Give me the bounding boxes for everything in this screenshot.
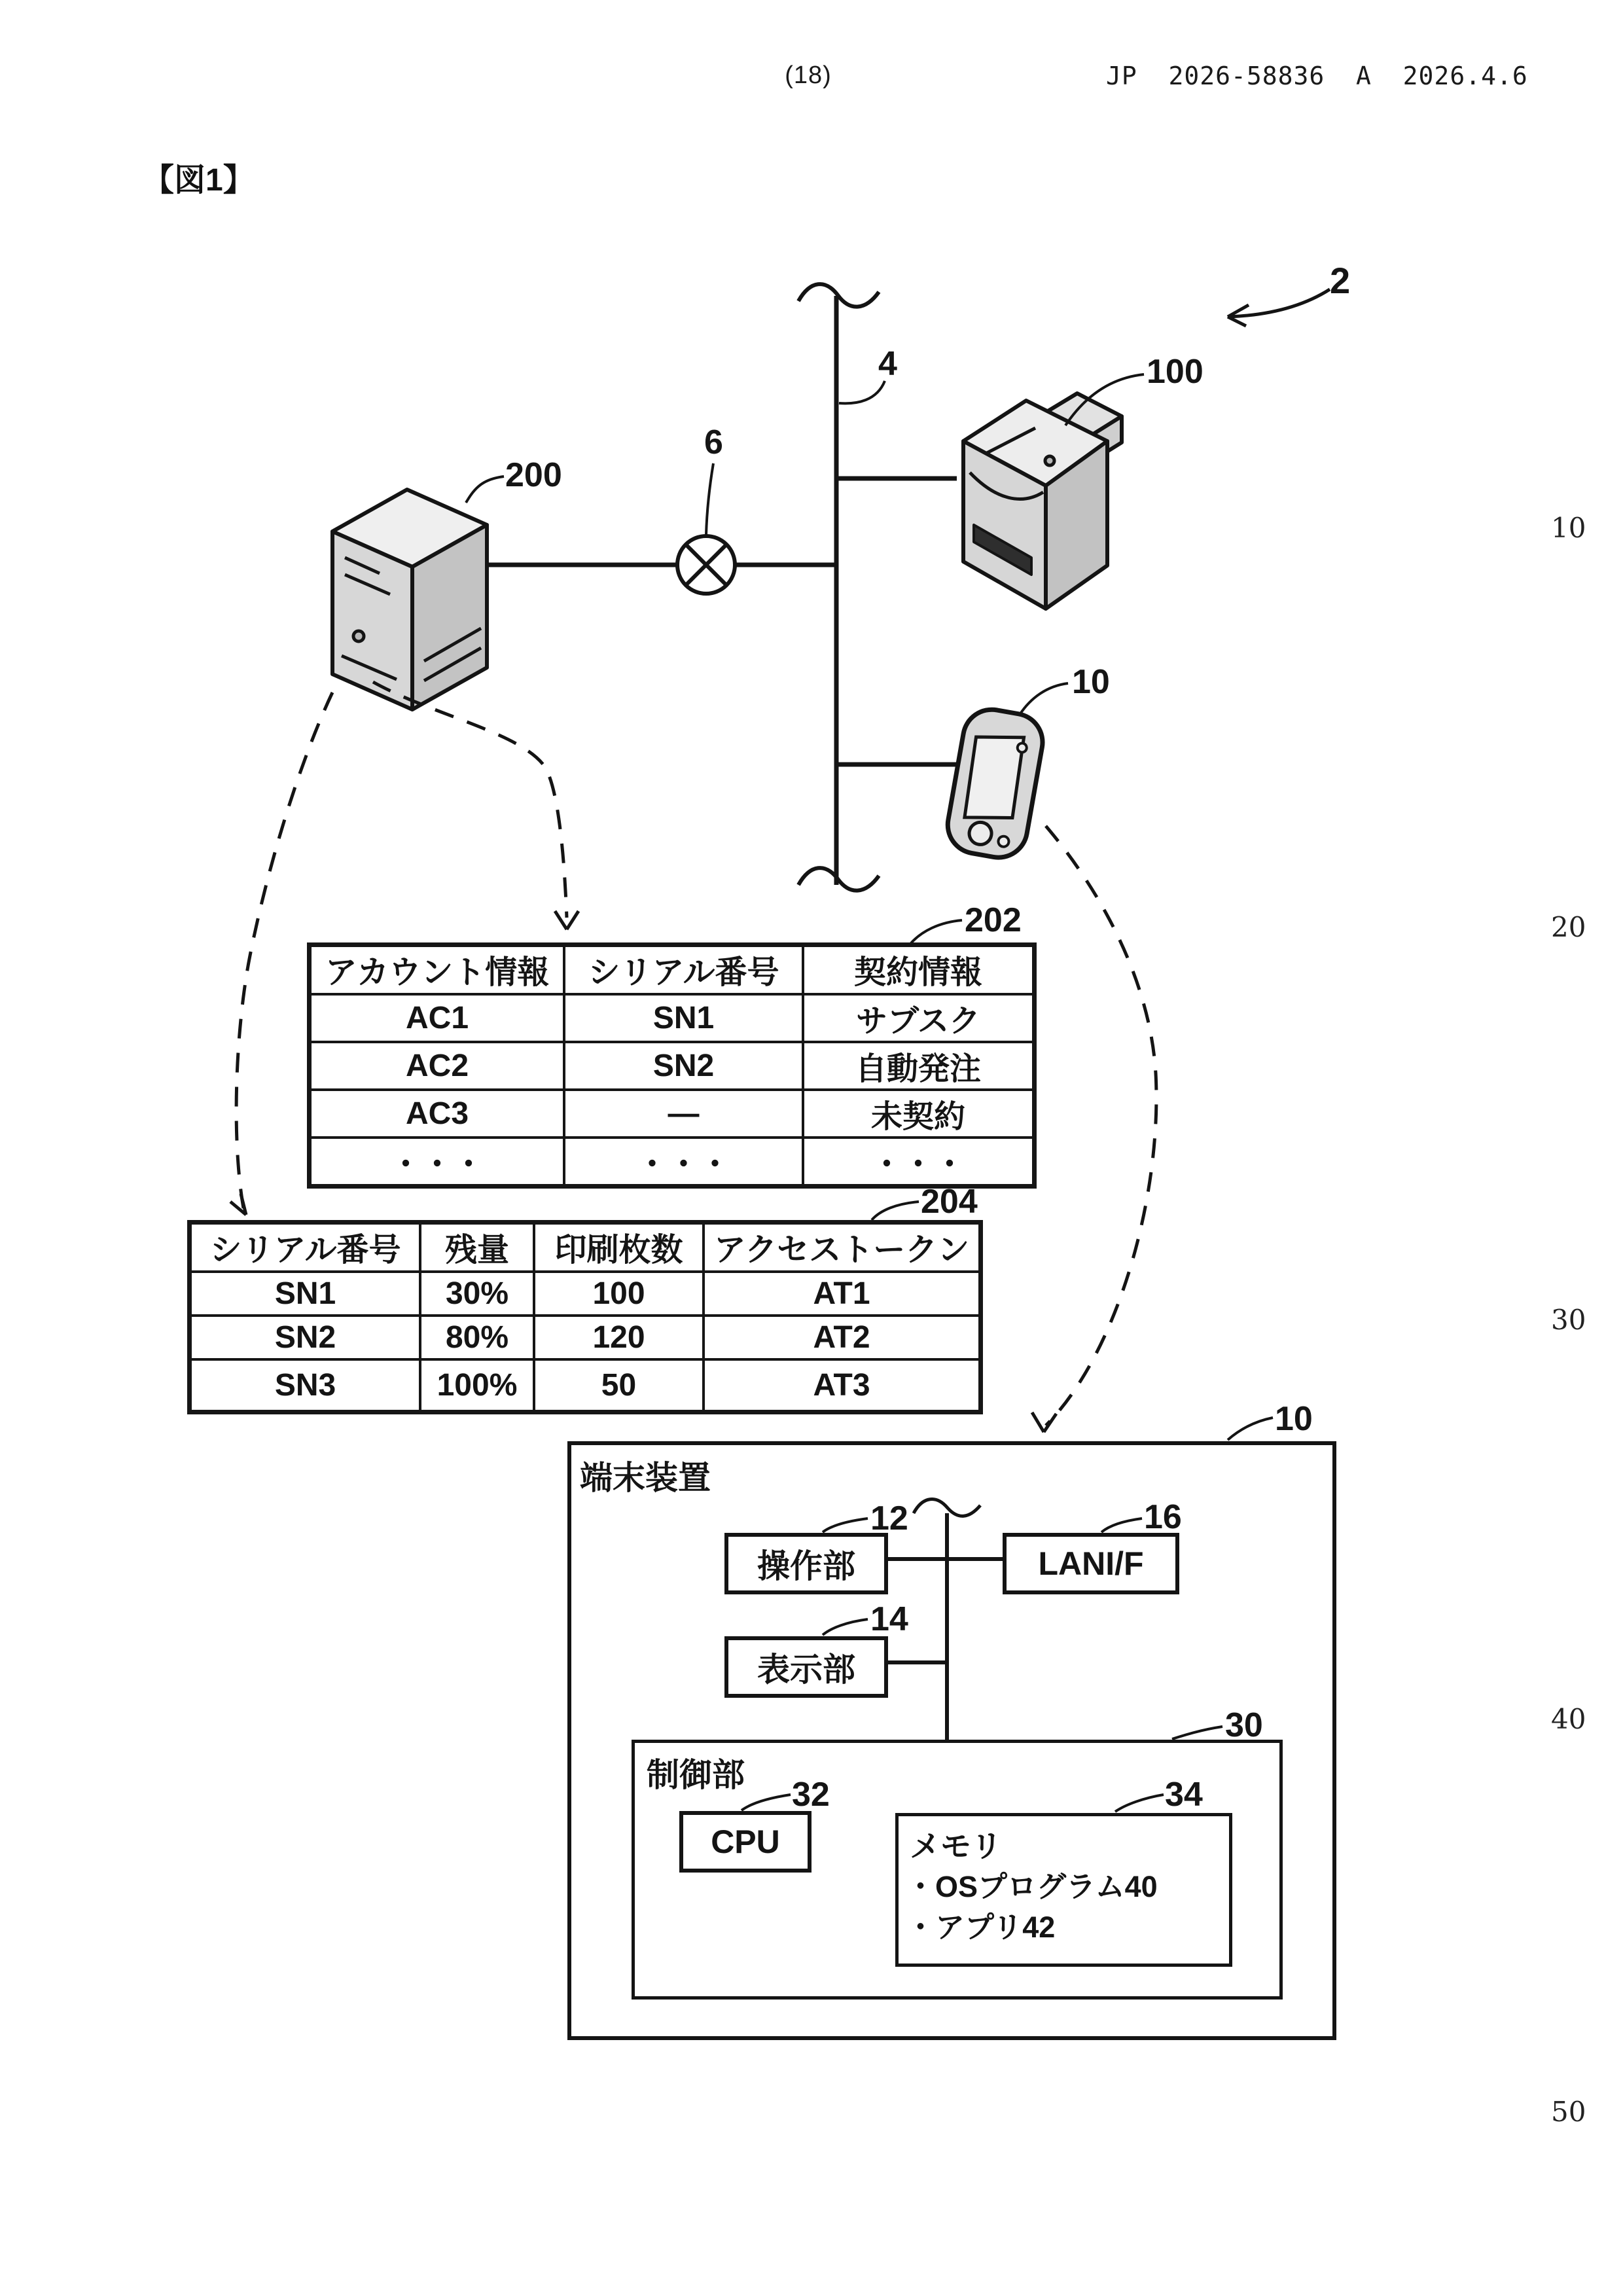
table-cell: アクセストークン — [704, 1223, 980, 1272]
table-cell: 50 — [534, 1359, 704, 1411]
internet-node-icon — [677, 536, 735, 594]
margin-line-20: 20 — [1551, 911, 1586, 943]
margin-line-30: 30 — [1551, 1304, 1586, 1336]
system-reference-arrow — [1228, 289, 1330, 326]
ref-100-printer: 100 — [1147, 353, 1204, 391]
table-row — [310, 1042, 1033, 1090]
ref-200-server: 200 — [505, 456, 562, 494]
table-cell: AT3 — [704, 1359, 980, 1411]
table-cell: 印刷枚数 — [534, 1223, 704, 1272]
dashed-arrow-phone-to-terminal — [1032, 826, 1156, 1432]
table-cell: 未契約 — [803, 1090, 1033, 1138]
terminal-device-title: 端末装置 — [580, 1460, 711, 1496]
table-cell: SN2 — [564, 1042, 803, 1090]
table-cell: AC2 — [310, 1042, 564, 1090]
figure-label: 【図1】 — [143, 163, 255, 198]
server-illustration — [332, 490, 487, 709]
table-cell: ・・・ — [310, 1138, 564, 1185]
table-cell: SN3 — [190, 1359, 420, 1411]
table-cell: 100% — [420, 1359, 534, 1411]
smartphone-illustration — [943, 705, 1047, 862]
table-cell: 120 — [534, 1316, 704, 1359]
table-row — [310, 1138, 1033, 1185]
control-unit-title: 制御部 — [647, 1757, 745, 1793]
table-row — [310, 994, 1033, 1042]
table-cell: AC3 — [310, 1090, 564, 1138]
ref-2-system: 2 — [1330, 260, 1351, 301]
table-cell: — — [564, 1090, 803, 1138]
table-cell: SN1 — [564, 994, 803, 1042]
printer-illustration — [963, 393, 1122, 609]
ref-6-node: 6 — [704, 423, 723, 461]
table-row — [190, 1359, 980, 1411]
table-cell: 自動発注 — [803, 1042, 1033, 1090]
table-row — [190, 1316, 980, 1359]
ref-4-lan: 4 — [878, 345, 897, 383]
table-cell: 契約情報 — [803, 946, 1033, 994]
ref-12-operation: 12 — [870, 1499, 908, 1537]
margin-line-40: 40 — [1551, 1703, 1586, 1735]
ref-202-table: 202 — [965, 901, 1022, 939]
table-cell: サブスク — [803, 994, 1033, 1042]
table-cell: AC1 — [310, 994, 564, 1042]
margin-line-10: 10 — [1551, 512, 1586, 544]
table-cell: AT2 — [704, 1316, 980, 1359]
page-number: (18) — [785, 62, 832, 89]
table-cell: 80% — [420, 1316, 534, 1359]
ref-16-lanif: 16 — [1144, 1498, 1182, 1536]
operation-unit-box: 操作部 — [724, 1533, 888, 1594]
table-cell: AT1 — [704, 1272, 980, 1316]
memory-item-os: ・OSプログラム40 — [906, 1870, 1158, 1903]
ref-14-display: 14 — [870, 1600, 908, 1638]
table-cell: アカウント情報 — [310, 946, 564, 994]
dashed-arrow-server-to-account-table — [373, 682, 579, 929]
table-row — [190, 1223, 980, 1272]
table-cell: 100 — [534, 1272, 704, 1316]
ref-204-table: 204 — [921, 1183, 978, 1221]
account-table — [309, 944, 1035, 1187]
table-cell: SN1 — [190, 1272, 420, 1316]
cpu-box: CPU — [679, 1811, 812, 1873]
memory-items — [906, 1867, 1158, 1948]
lan-if-box: LANI/F — [1003, 1533, 1179, 1594]
table-cell: ・・・ — [564, 1138, 803, 1185]
memory-item-app: ・アプリ42 — [906, 1910, 1056, 1944]
table-cell: 30% — [420, 1272, 534, 1316]
table-cell: シリアル番号 — [564, 946, 803, 994]
ref-10-terminal: 10 — [1275, 1400, 1313, 1438]
memory-title: メモリ — [910, 1829, 1002, 1863]
ref-32-cpu: 32 — [792, 1776, 830, 1814]
table-row — [310, 946, 1033, 994]
table-cell: 残量 — [420, 1223, 534, 1272]
table-cell: ・・・ — [803, 1138, 1033, 1185]
serial-table — [189, 1222, 981, 1412]
ref-34-memory: 34 — [1165, 1776, 1203, 1814]
ref-30-control: 30 — [1225, 1706, 1263, 1744]
table-cell: SN2 — [190, 1316, 420, 1359]
table-cell: シリアル番号 — [190, 1223, 420, 1272]
ref-10-phone: 10 — [1072, 663, 1110, 701]
display-unit-box: 表示部 — [724, 1636, 888, 1698]
margin-line-50: 50 — [1551, 2096, 1586, 2128]
publication-number: JP 2026-58836 A 2026.4.6 — [1106, 62, 1528, 90]
table-row — [310, 1090, 1033, 1138]
table-row — [190, 1272, 980, 1316]
